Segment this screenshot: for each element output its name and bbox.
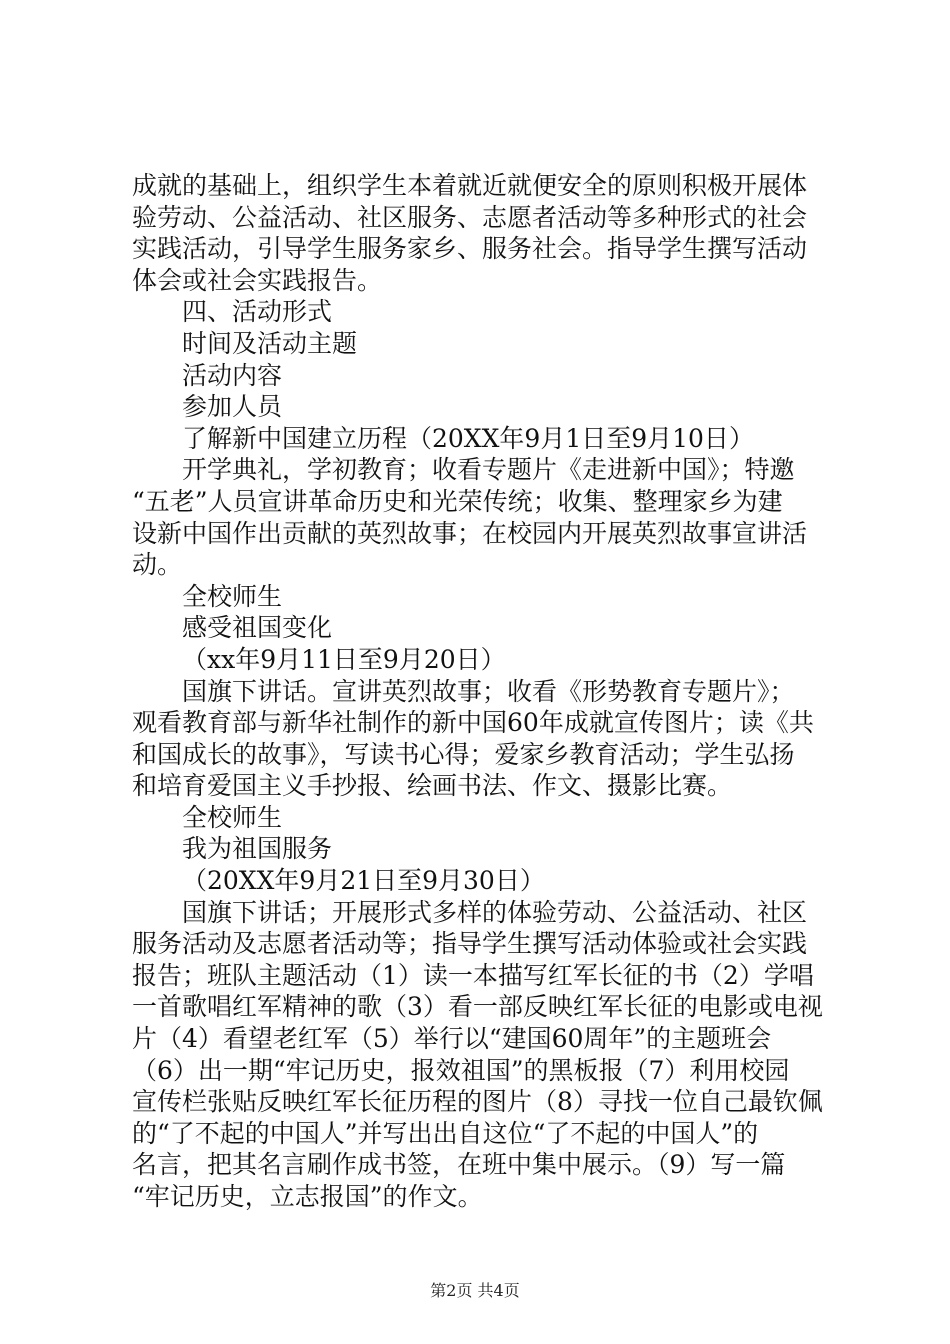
text-line: 国旗下讲话。宣讲英烈故事；收看《形势教育专题片》；	[182, 676, 795, 706]
text-line: 时间及活动主题	[182, 328, 358, 358]
text-line: 全校师生	[182, 581, 283, 611]
text-line: 和国成长的故事》，写读书心得；爱家乡教育活动；学生弘扬	[132, 739, 795, 769]
text-line: 名言，把其名言刷作成书签，在班中集中展示。（9）写一篇	[132, 1150, 786, 1180]
text-line: 的“了不起的中国人”并写出出自这位“了不起的中国人”的	[132, 1118, 759, 1148]
text-line: 感受祖国变化	[182, 613, 333, 643]
text-line: 服务活动及志愿者活动等；指导学生撰写活动体验或社会实践	[132, 929, 808, 959]
text-line: 实践活动，引导学生服务家乡、服务社会。指导学生撰写活动	[132, 234, 808, 264]
text-line: 设新中国作出贡献的英烈故事；在校园内开展英烈故事宣讲活	[132, 518, 808, 548]
text-line: （6）出一期“牢记历史，报效祖国”的黑板报（7）利用校园	[132, 1055, 790, 1085]
text-line: “牢记历史，立志报国”的作文。	[132, 1182, 483, 1211]
text-line: （20XX年9月21日至9月30日）	[182, 866, 545, 896]
text-line: “五老”人员宣讲革命历史和光荣传统；收集、整理家乡为建	[132, 486, 783, 516]
text-line: 动。	[132, 550, 183, 580]
text-line: 活动内容	[182, 360, 283, 390]
text-line: 成就的基础上，组织学生本着就近就便安全的原则积极开展体	[132, 171, 808, 200]
text-line: 验劳动、公益活动、社区服务、志愿者活动等多种形式的社会	[132, 202, 808, 232]
text-line: 和培育爱国主义手抄报、绘画书法、作文、摄影比赛。	[132, 771, 733, 801]
text-line: 开学典礼，学初教育；收看专题片《走进新中国》；特邀	[182, 455, 795, 485]
text-line: 国旗下讲话；开展形式多样的体验劳动、公益活动、社区	[182, 897, 808, 927]
text-line: 一首歌唱红军精神的歌（3）看一部反映红军长征的电影或电视	[132, 992, 823, 1022]
text-line: 体会或社会实践报告。	[132, 265, 383, 295]
text-line: （xx年9月11日至9月20日）	[182, 644, 506, 674]
text-line: 报告；班队主题活动（1）读一本描写红军长征的书（2）学唱	[132, 960, 814, 990]
text-line: 参加人员	[182, 392, 283, 422]
text-line: 四、活动形式	[182, 297, 333, 327]
text-line: 了解新中国建立历程（20XX年9月1日至9月10日）	[182, 423, 754, 453]
text-line: 宣传栏张贴反映红军长征历程的图片（8）寻找一位自己最钦佩	[132, 1087, 823, 1117]
text-line: 全校师生	[182, 802, 283, 832]
text-line: 观看教育部与新华社制作的新中国60年成就宣传图片；读《共	[132, 708, 814, 738]
document-body	[132, 170, 832, 1213]
text-line: 片（4）看望老红军（5）举行以“建国60周年”的主题班会	[132, 1024, 772, 1054]
text-line: 我为祖国服务	[182, 834, 333, 864]
page-footer: 第2页 共4页	[430, 1281, 520, 1300]
